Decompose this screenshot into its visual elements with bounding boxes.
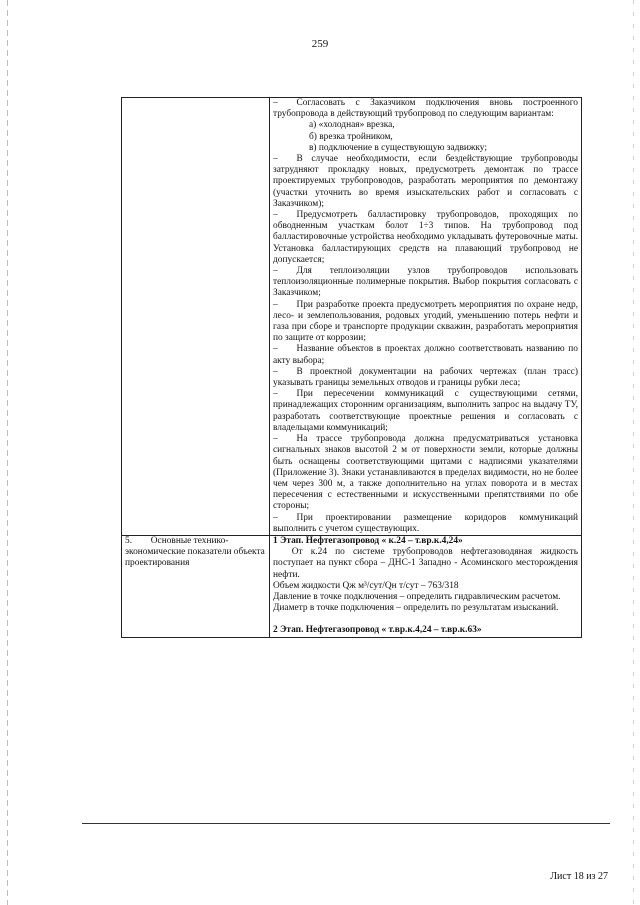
- text-block: в) подключение в существующую задвижку;: [309, 142, 487, 153]
- text-block: а) «холодная» врезка,: [309, 120, 395, 131]
- text-block: – При проектировании размещение коридоров коммуникаций выполнить с учетом существующих.: [273, 512, 578, 534]
- table-row: [122, 98, 582, 536]
- text-block: Давление в точке подключения – определить гидравлическим расчетом.: [273, 591, 561, 602]
- row2-left-cell: [122, 535, 270, 637]
- requirements-table: [121, 97, 582, 638]
- row2-title: Основные технико-экономические показатели объекта проектирования: [125, 535, 265, 569]
- text-block: 1 Этап. Нефтегазопровод « к.24 – т.вр.к.4,24»: [273, 535, 463, 546]
- sheet-counter: Лист 18 из 27: [550, 871, 608, 882]
- row1-right-cell: [270, 98, 582, 536]
- text-block: Диаметр в точке подключения – определить по результатам изысканий.: [273, 603, 559, 614]
- text-block: – Для теплоизоляции узлов трубопроводов использовать теплоизоляционные полимерные покрытия. Выбор покрытия согласовать с Заказчиком;: [273, 266, 578, 299]
- text-block: – При пересечении коммуникаций с существующими сетями, принадлежащих сторонним организациям, выполнить запрос на выдачу ТУ, разработать соответствующие проектные решения и согласовать с владельцами коммуникаций;: [273, 389, 578, 433]
- text-block: – Предусмотреть балластировку трубопроводов, проходящих по обводненным участкам болот 1÷3 типов. На трубопровод под балластировочные устройства необходимо укладывать футеровочные маты. Установка балластирующих средств на плавающий трубопровод не допускается;: [273, 210, 578, 265]
- row2-number: 5.: [125, 535, 133, 546]
- page-number: 259: [311, 38, 329, 50]
- table-row: [122, 535, 582, 637]
- scan-edge-right: [633, 0, 634, 905]
- text-block: – Название объектов в проектах должно соответствовать названию по акту выбора;: [273, 344, 578, 366]
- text-block: Объем жидкости Qж м³/сут/Qн т/сут – 763/318: [273, 580, 459, 591]
- scan-edge-left: [7, 0, 8, 905]
- footer-rule: [82, 823, 610, 824]
- row1-left-cell: [122, 98, 270, 536]
- row2-right-cell: [270, 535, 582, 637]
- text-block: – При разработке проекта предусмотреть мероприятия по охране недр, лесо- и землепользования, родовых угодий, уменьшению потерь нефти и газа при сборе и транспорте продукции скважин, разработать мероприятия по защите от коррозии;: [273, 299, 578, 344]
- text-block: – В проектной документации на рабочих чертежах (план трасс) указывать границы земельных отводов и границы рубки леса;: [273, 366, 578, 389]
- text-block: б) врезка тройником,: [309, 131, 393, 142]
- text-block: – На трассе трубопровода должна предусматриваться установка сигнальных знаков высотой 2 м от поверхности земли, которые должны быть оснащены соответствующими щитами с надписями указателями (Приложение 3). Знаки устанавливаются в пределах видимости, но не более чем через 300 м, а также дополнительно на углах поворота и в местах пересечения с естественными и искусственными препятствиями по обе стороны;: [273, 434, 578, 512]
- text-block: – В случае необходимости, если бездействующие трубопроводы затрудняют прокладку новых, предусмотреть демонтаж по трассе проектируемых трубопроводов, разработать мероприятия по демонтажу (участки уточнить во время изыскательских работ и согласовать с Заказчиком);: [273, 154, 578, 209]
- text-block: – Согласовать с Заказчиком подключения вновь построенного трубопровода в действующий трубопровод по следующим вариантам:: [273, 98, 578, 120]
- row2-label: [125, 536, 266, 570]
- text-block: 2 Этап. Нефтегазопровод « т.вр.к.4,24 – т.вр.к.63»: [273, 625, 482, 636]
- text-block: От к.24 по системе трубопроводов нефтегазоводяная жидкость поступает на пункт сбора – ДНС-1 Западно - Асоминского месторождения нефти.: [273, 547, 578, 580]
